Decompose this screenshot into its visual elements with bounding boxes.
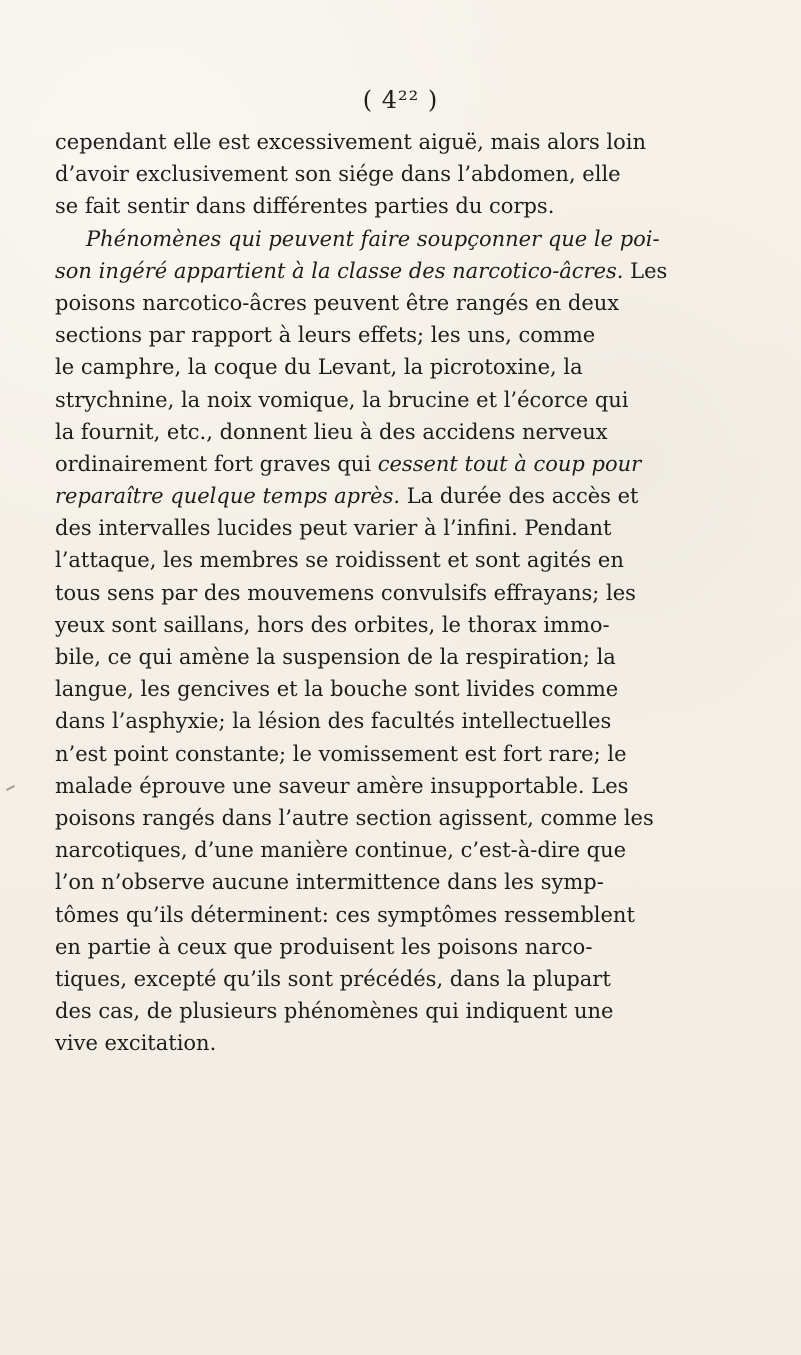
text-line: tiques, excepté qu’ils sont précédés, dans la plupart [55,966,611,991]
text-line: vive excitation. [55,1031,217,1056]
text-line: tous sens par des mouvemens convulsifs effrayans; les [55,580,636,605]
text-line: des cas, de plusieurs phénomènes qui indiquent une [55,999,614,1024]
text-line: en partie à ceux que produisent les poisons narco- [55,934,593,959]
text-line: la fournit, etc., donnent lieu à des accidens nerveux [55,419,608,444]
italic-text: Phénomènes qui peuvent faire soupçonner que le poi- [86,226,660,251]
plain-text: La durée des accès et [400,484,639,509]
italic-text: reparaître quelque temps après. [55,484,401,509]
body-text [55,126,745,1059]
text-line: malade éprouve une saveur amère insupportable. Les [55,773,629,798]
text-line: narcotiques, d’une manière continue, c’est-à-dire que [55,838,627,863]
text-line: des intervalles lucides peut varier à l’infini. Pendant [55,516,612,541]
text-line: poisons rangés dans l’autre section agissent, comme les [55,805,654,830]
text-line: poisons narcotico-âcres peuvent être rangés en deux [55,290,620,315]
text-line: dans l’asphyxie; la lésion des facultés intellectuelles [55,709,612,734]
section-heading-line [55,255,745,287]
text-line: le camphre, la coque du Levant, la picrotoxine, la [55,355,583,380]
text-line [55,448,745,480]
plain-text: Les [623,258,668,283]
text-line: sections par rapport à leurs effets; les uns, comme [55,323,596,348]
text-line: langue, les gencives et la bouche sont livides comme [55,677,619,702]
page-number: ( 4²² ) [362,86,439,114]
text-line: cependant elle est excessivement aiguë, mais alors loin [55,130,647,154]
italic-text: son ingéré appartient à la classe des narcotico-âcres. [55,258,624,283]
text-line: yeux sont saillans, hors des orbites, le thorax immo- [55,612,610,637]
text-line: strychnine, la noix vomique, la brucine et l’écorce qui [55,387,629,412]
text-line: se fait sentir dans différentes parties du corps. [55,194,555,219]
text-line [55,480,745,512]
text-line: n’est point constante; le vomissement est fort rare; le [55,741,627,766]
text-line: l’on n’observe aucune intermittence dans les symp- [55,870,604,895]
section-heading-line [55,223,745,255]
text-line: tômes qu’ils déterminent: ces symptômes ressemblent [55,902,635,927]
text-line: d’avoir exclusivement son siége dans l’abdomen, elle [55,162,621,187]
italic-text: cessent tout à coup pour [377,451,642,476]
plain-text: ordinairement fort graves qui [55,451,378,476]
ink-mark [6,785,15,791]
text-line: l’attaque, les membres se roidissent et sont agités en [55,548,624,573]
text-line: bile, ce qui amène la suspension de la respiration; la [55,645,616,669]
